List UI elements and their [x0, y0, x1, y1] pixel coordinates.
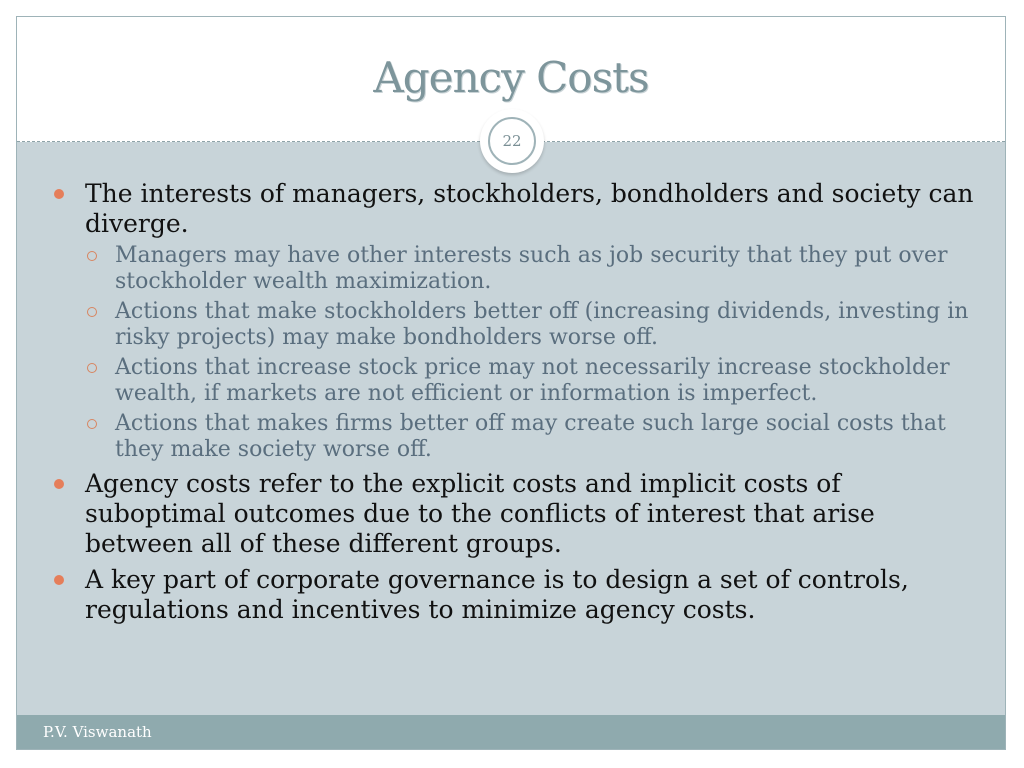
slide	[16, 16, 1006, 750]
bullet-dot-icon	[54, 189, 64, 199]
sub-bullet-ring-icon	[87, 307, 97, 317]
bullet-text: A key part of corporate governance is to design a set of controls, regulations and incentives to minimize agency costs.	[85, 565, 909, 624]
bullet-item	[45, 179, 985, 239]
slide-number-badge	[480, 109, 544, 173]
bullet-dot-icon	[54, 479, 64, 489]
slide-number: 22	[488, 117, 536, 165]
footer-author: P.V. Viswanath	[43, 723, 152, 741]
sub-bullet-text: Actions that makes firms better off may create such large social costs that they make society worse off.	[115, 411, 946, 462]
bullet-item	[45, 469, 985, 559]
sub-bullet-text: Actions that make stockholders better off (increasing dividends, investing in risky projects) may make bondholders worse off.	[115, 299, 969, 350]
slide-content	[45, 173, 985, 625]
sub-bullet-item	[45, 411, 985, 463]
footer	[17, 715, 1005, 749]
sub-bullet-item	[45, 243, 985, 295]
sub-bullet-text: Managers may have other interests such as job security that they put over stockholder wealth maximization.	[115, 243, 948, 294]
bullet-item	[45, 565, 985, 625]
sub-bullet-item	[45, 299, 985, 351]
bullet-dot-icon	[54, 575, 64, 585]
sub-bullet-item	[45, 355, 985, 407]
sub-bullet-ring-icon	[87, 419, 97, 429]
sub-bullet-ring-icon	[87, 251, 97, 261]
sub-bullet-text: Actions that increase stock price may not necessarily increase stockholder wealth, if markets are not efficient or information is imperfect.	[115, 355, 950, 406]
sub-bullet-ring-icon	[87, 363, 97, 373]
bullet-text: Agency costs refer to the explicit costs and implicit costs of suboptimal outcomes due to the conflicts of interest that arise between all of these different groups.	[85, 469, 875, 558]
slide-title: Agency Costs	[373, 53, 649, 102]
bullet-text: The interests of managers, stockholders, bondholders and society can diverge.	[85, 179, 974, 238]
